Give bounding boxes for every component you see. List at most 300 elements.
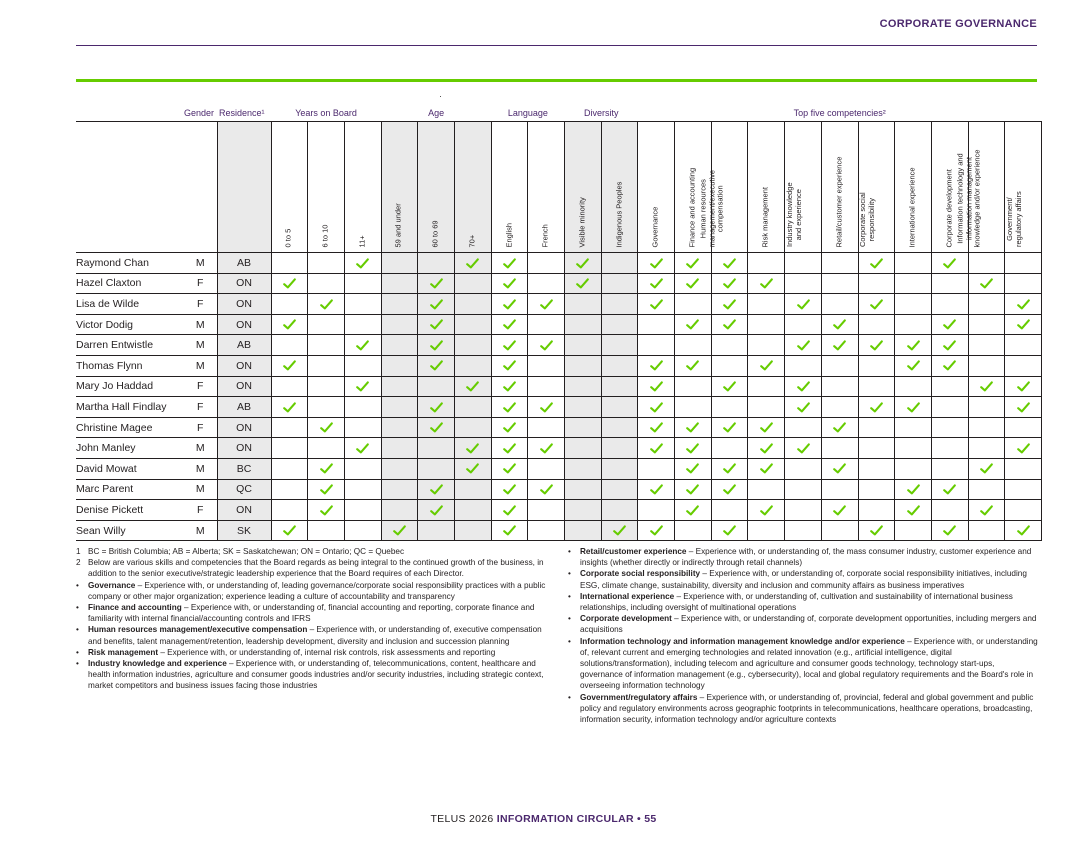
matrix-cell <box>968 397 1005 418</box>
checkmark-icon <box>503 340 516 351</box>
matrix-cell <box>968 273 1005 294</box>
checkmark-icon <box>466 381 479 392</box>
checkmark-icon <box>943 525 956 536</box>
checkmark-icon <box>503 381 516 392</box>
checkmark-icon <box>503 525 516 536</box>
matrix-cell <box>858 520 895 541</box>
matrix-cell <box>821 500 858 521</box>
checkmark-icon <box>283 525 296 536</box>
matrix-cell <box>748 294 785 315</box>
director-gender: M <box>184 314 217 335</box>
matrix-cell <box>821 376 858 397</box>
matrix-cell <box>931 438 968 459</box>
matrix-cell <box>821 397 858 418</box>
matrix-cell <box>711 520 748 541</box>
column-label-line: Government/ <box>1004 197 1014 241</box>
matrix-cell <box>491 417 528 438</box>
matrix-cell <box>785 376 822 397</box>
checkmark-icon <box>723 278 736 289</box>
checkmark-icon <box>430 402 443 413</box>
column-label-line: Governance <box>650 206 660 247</box>
table-row <box>76 294 1041 315</box>
footnote-marker: • <box>568 569 571 579</box>
matrix-cell <box>968 314 1005 335</box>
matrix-cell <box>748 479 785 500</box>
footnote-text: – Experience with, or understanding of, executive compensation and benefits, talent management/retention, leadership development, diversity and inclusion and succession planning <box>88 625 542 646</box>
director-skills-matrix <box>76 104 1042 541</box>
matrix-cell <box>418 458 455 479</box>
matrix-cell <box>638 397 675 418</box>
matrix-cell <box>601 479 638 500</box>
matrix-cell <box>821 458 858 479</box>
matrix-cell <box>601 500 638 521</box>
table-row <box>76 438 1041 459</box>
column-label-text <box>578 197 587 247</box>
matrix-cell <box>711 273 748 294</box>
matrix-cell <box>785 273 822 294</box>
matrix-cell <box>895 335 932 356</box>
matrix-cell <box>491 438 528 459</box>
director-gender: M <box>184 479 217 500</box>
matrix-cell <box>968 253 1005 274</box>
footnote-term: Risk management <box>88 647 159 657</box>
column-label-line: Corporate development <box>944 168 954 247</box>
footer-separator: • <box>633 813 645 825</box>
footnote-term: Industry knowledge and experience <box>88 659 227 669</box>
matrix-cell <box>675 355 712 376</box>
matrix-cell <box>711 458 748 479</box>
matrix-cell <box>344 314 381 335</box>
matrix-cell <box>308 314 345 335</box>
matrix-cell <box>821 253 858 274</box>
footer-prefix: TELUS 2026 <box>430 813 497 825</box>
footnote-marker: 2 <box>76 558 81 568</box>
checkmark-icon <box>1017 381 1030 392</box>
checkmark-icon <box>870 258 883 269</box>
matrix-cell <box>711 479 748 500</box>
column-label-text <box>358 235 367 247</box>
matrix-cell <box>381 500 418 521</box>
checkmark-icon <box>907 340 920 351</box>
matrix-cell <box>748 273 785 294</box>
checkmark-icon <box>466 443 479 454</box>
matrix-cell <box>601 458 638 479</box>
checkmark-icon <box>833 340 846 351</box>
footnote-item <box>76 557 556 579</box>
matrix-cell <box>454 417 491 438</box>
checkmark-icon <box>686 278 699 289</box>
matrix-cell <box>1005 376 1042 397</box>
director-residence: ON <box>217 355 271 376</box>
matrix-cell <box>638 438 675 459</box>
matrix-cell <box>601 376 638 397</box>
matrix-cell <box>748 500 785 521</box>
column-label-text <box>395 203 404 247</box>
matrix-cell <box>675 273 712 294</box>
checkmark-icon <box>503 422 516 433</box>
footnote-text: – Experience with, or understanding of, corporate development opportunities, including mergers and acquisitions <box>580 614 1037 635</box>
director-gender: M <box>184 253 217 274</box>
matrix-cell <box>418 273 455 294</box>
matrix-cell <box>381 458 418 479</box>
matrix-cell <box>748 438 785 459</box>
director-name: Mary Jo Haddad <box>76 376 184 397</box>
director-gender: F <box>184 397 217 418</box>
director-name: Lisa de Wilde <box>76 294 184 315</box>
checkmark-icon <box>320 463 333 474</box>
checkmark-icon <box>503 299 516 310</box>
matrix-cell <box>1005 335 1042 356</box>
checkmark-icon <box>1017 402 1030 413</box>
checkmark-icon <box>320 422 333 433</box>
column-label-text <box>468 234 477 247</box>
group-residence: Residence¹ <box>217 104 271 122</box>
matrix-cell <box>418 355 455 376</box>
matrix-cell <box>344 520 381 541</box>
stray-dot <box>440 96 441 97</box>
checkmark-icon <box>723 422 736 433</box>
matrix-cell <box>271 273 308 294</box>
matrix-table <box>76 104 1042 541</box>
checkmark-icon <box>870 299 883 310</box>
matrix-cell <box>895 376 932 397</box>
matrix-cell <box>1005 314 1042 335</box>
matrix-cell <box>271 314 308 335</box>
matrix-cell <box>491 294 528 315</box>
checkmark-icon <box>686 319 699 330</box>
matrix-cell <box>344 294 381 315</box>
footnote-item <box>76 546 556 557</box>
director-residence: BC <box>217 458 271 479</box>
matrix-cell <box>968 520 1005 541</box>
matrix-cell <box>931 294 968 315</box>
matrix-cell <box>381 335 418 356</box>
director-residence: ON <box>217 294 271 315</box>
matrix-cell <box>748 355 785 376</box>
matrix-cell <box>895 397 932 418</box>
footnote-term: International experience <box>580 591 675 601</box>
footnote-marker: • <box>76 659 79 669</box>
checkmark-icon <box>503 319 516 330</box>
director-gender: M <box>184 458 217 479</box>
footnote-text: – Experience with, or understanding of, the mass consumer industry, customer experience and insights (whether directly or indirectly through retail channels) <box>580 547 1032 568</box>
checkmark-icon <box>650 360 663 371</box>
page-footer <box>0 813 1087 825</box>
footnote-item <box>76 658 556 692</box>
matrix-cell <box>601 253 638 274</box>
column-label-line: 0 to 5 <box>283 228 293 247</box>
footnote-item <box>568 692 1038 726</box>
footnote-term: Information technology and information management knowledge and/or experience <box>580 636 905 646</box>
checkmark-icon <box>576 258 589 269</box>
matrix-cell <box>968 355 1005 376</box>
matrix-cell <box>565 253 602 274</box>
matrix-cell <box>344 253 381 274</box>
column-label-text <box>432 220 441 247</box>
matrix-cell <box>491 376 528 397</box>
checkmark-icon <box>907 505 920 516</box>
matrix-cell <box>858 479 895 500</box>
column-label-line: Finance and accounting <box>687 167 697 247</box>
checkmark-icon <box>503 402 516 413</box>
matrix-cell <box>931 253 968 274</box>
column-label-19 <box>955 122 1005 253</box>
matrix-cell <box>528 520 565 541</box>
director-name: Marc Parent <box>76 479 184 500</box>
matrix-cell <box>308 417 345 438</box>
matrix-cell <box>931 417 968 438</box>
checkmark-icon <box>650 402 663 413</box>
checkmark-icon <box>833 463 846 474</box>
matrix-cell <box>271 355 308 376</box>
matrix-cell <box>271 520 308 541</box>
checkmark-icon <box>686 443 699 454</box>
checkmark-icon <box>503 463 516 474</box>
matrix-cell <box>821 438 858 459</box>
matrix-cell <box>601 438 638 459</box>
matrix-cell <box>491 253 528 274</box>
label-spacer-gender <box>184 122 217 253</box>
director-name: Darren Entwistle <box>76 335 184 356</box>
matrix-cell <box>785 314 822 335</box>
footnote-item <box>568 591 1038 613</box>
matrix-cell <box>931 273 968 294</box>
column-label-text <box>652 206 661 247</box>
checkmark-icon <box>430 278 443 289</box>
footnote-term: Governance <box>88 580 136 590</box>
matrix-cell <box>271 438 308 459</box>
matrix-cell <box>821 520 858 541</box>
matrix-cell <box>565 335 602 356</box>
matrix-cell <box>344 335 381 356</box>
matrix-cell <box>528 376 565 397</box>
matrix-cell <box>895 294 932 315</box>
table-row <box>76 500 1041 521</box>
director-name: David Mowat <box>76 458 184 479</box>
matrix-cell <box>968 417 1005 438</box>
matrix-cell <box>785 335 822 356</box>
matrix-cell <box>418 294 455 315</box>
matrix-cell <box>381 417 418 438</box>
matrix-cell <box>675 500 712 521</box>
checkmark-icon <box>503 505 516 516</box>
group-language: Language <box>491 104 564 122</box>
director-residence: SK <box>217 520 271 541</box>
footnote-item <box>76 580 556 602</box>
matrix-cell <box>565 417 602 438</box>
matrix-cell <box>821 294 858 315</box>
checkmark-icon <box>320 505 333 516</box>
matrix-cell <box>565 397 602 418</box>
matrix-cell <box>895 355 932 376</box>
table-row <box>76 335 1041 356</box>
matrix-cell <box>454 458 491 479</box>
matrix-cell <box>565 520 602 541</box>
column-label-text <box>859 192 876 247</box>
group-competencies: Top five competencies² <box>638 104 1042 122</box>
matrix-cell <box>1005 458 1042 479</box>
footnote-text: – Experience with, or understanding of, relevant current and emerging technologies and related innovation (e.g., artificial intelligence, digital solutions/transformation), including telecom and agriculture and consumer goods technology, technology start-ups, governance of information management (e.g., cybersecurity), local and global regulatory requirements and the Board's role in overseeing information technology <box>580 636 1038 691</box>
column-label-7 <box>528 122 565 253</box>
matrix-cell <box>601 314 638 335</box>
matrix-cell <box>711 314 748 335</box>
column-label-text <box>542 224 551 247</box>
column-label-20 <box>1005 122 1042 253</box>
checkmark-icon <box>833 422 846 433</box>
checkmark-icon <box>1017 443 1030 454</box>
checkmark-icon <box>283 278 296 289</box>
column-label-line: Information technology and <box>955 152 965 244</box>
footnote-marker: • <box>76 625 79 635</box>
matrix-cell <box>858 376 895 397</box>
checkmark-icon <box>540 340 553 351</box>
checkmark-icon <box>503 278 516 289</box>
checkmark-icon <box>320 299 333 310</box>
matrix-cell <box>711 417 748 438</box>
checkmark-icon <box>393 525 406 536</box>
matrix-cell <box>491 500 528 521</box>
matrix-cell <box>895 458 932 479</box>
matrix-cell <box>638 417 675 438</box>
matrix-cell <box>748 335 785 356</box>
footnote-text: Below are various skills and competencies that the Board regards as being integral to the continued growth of the business, in addition to the senior executive/strategic leadership experience that the Board requires of each Director. <box>88 558 544 579</box>
director-residence: ON <box>217 314 271 335</box>
matrix-cell <box>638 314 675 335</box>
matrix-cell <box>931 500 968 521</box>
matrix-cell <box>748 314 785 335</box>
matrix-cell <box>821 335 858 356</box>
matrix-cell <box>785 397 822 418</box>
checkmark-icon <box>356 443 369 454</box>
matrix-cell <box>931 314 968 335</box>
matrix-cell <box>454 520 491 541</box>
checkmark-icon <box>503 258 516 269</box>
matrix-cell <box>565 355 602 376</box>
column-label-line: regulatory affairs <box>1013 191 1023 247</box>
column-label-line: Industry knowledge <box>784 182 794 247</box>
matrix-cell <box>344 273 381 294</box>
footnote-term: Finance and accounting <box>88 603 182 613</box>
matrix-cell <box>454 479 491 500</box>
matrix-cell <box>821 314 858 335</box>
checkmark-icon <box>723 319 736 330</box>
matrix-cell <box>638 376 675 397</box>
matrix-cell <box>381 438 418 459</box>
column-label-line: Visible minority <box>577 196 587 247</box>
matrix-cell <box>858 314 895 335</box>
matrix-cell <box>711 376 748 397</box>
matrix-cell <box>1005 479 1042 500</box>
column-label-line: French <box>540 223 550 247</box>
matrix-cell <box>968 458 1005 479</box>
matrix-cell <box>601 397 638 418</box>
checkmark-icon <box>943 319 956 330</box>
checkmark-icon <box>723 525 736 536</box>
checkmark-icon <box>870 525 883 536</box>
matrix-cell <box>968 438 1005 459</box>
matrix-cell <box>931 355 968 376</box>
column-label-text <box>1006 191 1023 247</box>
checkmark-icon <box>760 360 773 371</box>
column-label-16 <box>858 122 895 253</box>
matrix-cell <box>858 335 895 356</box>
matrix-cell <box>601 355 638 376</box>
matrix-cell <box>895 273 932 294</box>
matrix-cell <box>565 479 602 500</box>
checkmark-icon <box>797 443 810 454</box>
checkmark-icon <box>430 360 443 371</box>
footnote-text: BC = British Columbia; AB = Alberta; SK = Saskatchewan; ON = Ontario; QC = Quebec <box>88 547 405 556</box>
column-label-3 <box>381 122 418 253</box>
matrix-cell <box>931 479 968 500</box>
matrix-cell <box>491 397 528 418</box>
footnote-marker: • <box>568 614 571 624</box>
checkmark-icon <box>943 484 956 495</box>
footnote-item <box>76 624 556 646</box>
director-residence: AB <box>217 397 271 418</box>
matrix-cell <box>748 397 785 418</box>
matrix-cell <box>968 335 1005 356</box>
matrix-cell <box>1005 253 1042 274</box>
director-gender: M <box>184 335 217 356</box>
group-years: Years on Board <box>271 104 381 122</box>
matrix-cell <box>308 520 345 541</box>
matrix-cell <box>418 479 455 500</box>
column-label-line: 60 to 69 <box>430 219 440 247</box>
matrix-cell <box>528 500 565 521</box>
matrix-cell <box>601 335 638 356</box>
matrix-cell <box>308 438 345 459</box>
checkmark-icon <box>356 381 369 392</box>
table-row <box>76 376 1041 397</box>
matrix-cell <box>675 438 712 459</box>
checkmark-icon <box>797 299 810 310</box>
checkmark-icon <box>797 381 810 392</box>
checkmark-icon <box>686 360 699 371</box>
matrix-cell <box>491 335 528 356</box>
matrix-cell <box>308 397 345 418</box>
matrix-cell <box>271 500 308 521</box>
footnote-term: Retail/customer experience <box>580 547 687 556</box>
matrix-cell <box>748 417 785 438</box>
director-gender: F <box>184 294 217 315</box>
matrix-cell <box>454 438 491 459</box>
checkmark-icon <box>466 463 479 474</box>
checkmark-icon <box>1017 319 1030 330</box>
column-label-text <box>956 149 982 247</box>
checkmark-icon <box>650 278 663 289</box>
checkmark-icon <box>870 340 883 351</box>
column-label-line: compensation <box>715 184 725 232</box>
footnote-text: – Experience with, or understanding of, cultivation and sustainability of international business relationships, including oversight of multinational operations <box>580 591 1013 613</box>
footnotes-left <box>76 546 556 692</box>
group-age: Age <box>381 104 491 122</box>
matrix-cell <box>895 417 932 438</box>
matrix-cell <box>895 479 932 500</box>
matrix-cell <box>344 376 381 397</box>
checkmark-icon <box>320 484 333 495</box>
matrix-cell <box>675 417 712 438</box>
group-gender: Gender <box>184 104 217 122</box>
table-row <box>76 520 1041 541</box>
matrix-cell <box>565 500 602 521</box>
footnote-term: Human resources management/executive compensation <box>88 625 308 635</box>
footnote-text: – Experience with, or understanding of, provincial, federal and global government and public policy and regulatory environments across geographic footprints in telecommunications, healthcare operations, broadcasting, information security, information technology and/or agriculture contexts <box>580 692 1034 725</box>
matrix-cell <box>858 417 895 438</box>
checkmark-icon <box>356 340 369 351</box>
matrix-cell <box>271 376 308 397</box>
matrix-cell <box>931 458 968 479</box>
